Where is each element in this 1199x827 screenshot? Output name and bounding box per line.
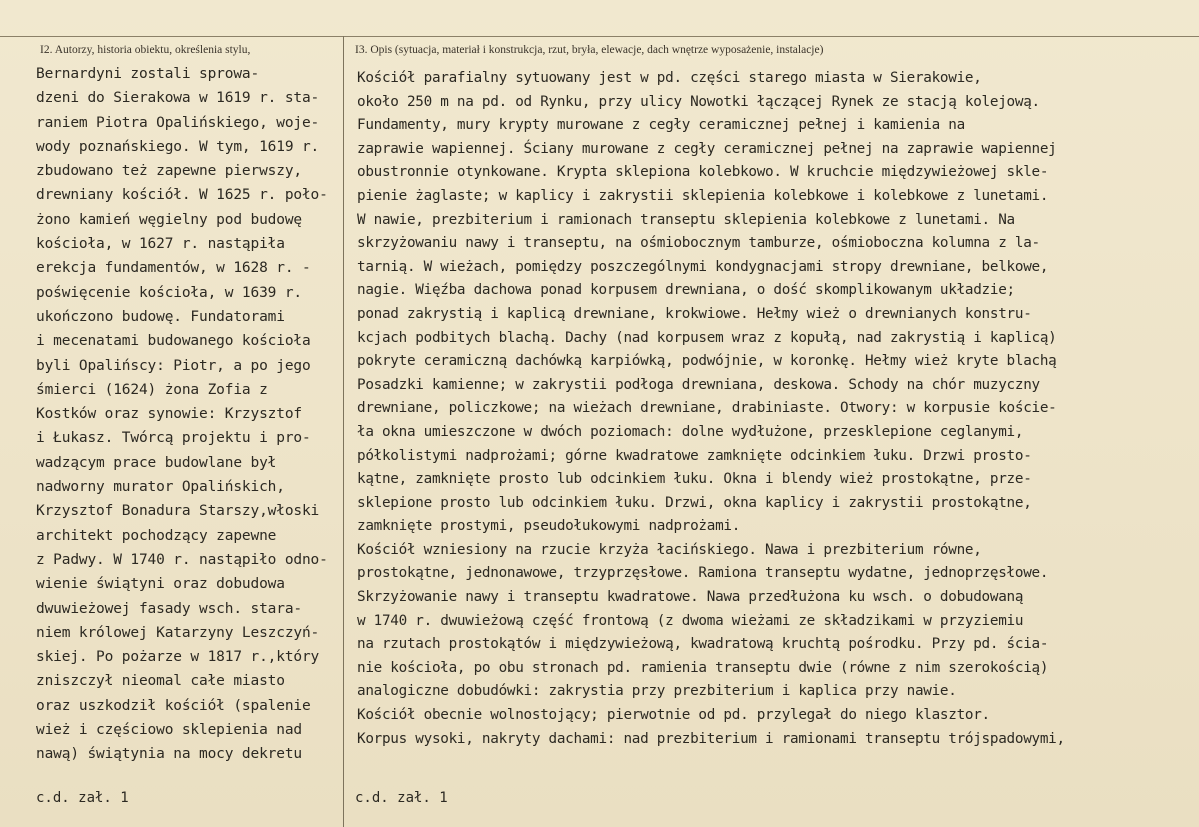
text-line: dwuwieżowej fasady wsch. stara- [36,600,302,617]
text-line: wody poznańskiego. W tym, 1619 r. [36,138,320,155]
right-column-text [357,67,1065,751]
text-line: kościoła, w 1627 r. nastąpiła [36,236,285,253]
text-line: drewniane, policzkowe; na wieżach drewniane, drabiniaste. Otwory: w korpusie koście- [357,400,1057,417]
text-line: z Padwy. W 1740 r. nastąpiło odno- [36,551,328,568]
right-column-heading: I3. Opis (sytuacja, materiał i konstrukcja, rzut, bryła, elewacje, dach wnętrze wyposażenie, instalacje) [355,44,824,56]
text-line: skiej. Po pożarze w 1817 r.,który [36,649,320,666]
text-line: nie kościoła, po obu stronach pd. ramienia transeptu dwie (równe z nim szerokością) [357,659,1049,676]
text-line: Posadzki kamienne; w zakrystii podłoga drewniana, deskowa. Schody na chór muzyczny [357,376,1040,393]
text-line: Kościół obecnie wolnostojący; pierwotnie od pd. przylegał do niego klasztor. [357,707,990,724]
text-line: Bernardyni zostali sprowa- [36,66,260,82]
text-line: śmierci (1624) żona Zofia z [36,381,268,398]
text-line: Krzysztof Bonadura Starszy,włoski [36,503,320,520]
text-line: pokryte ceramiczną dachówką karpiówką, podwójnie, w koronkę. Hełmy wież kryte blachą [357,353,1057,370]
left-column-heading: I2. Autorzy, historia obiektu, określenia stylu, [40,44,251,56]
text-line: nadworny murator Opalińskich, [36,479,285,496]
top-rule [0,36,1199,37]
text-line: Fundamenty, mury krypty murowane z cegły ceramicznej pełnej i kamienia na [357,117,965,134]
left-column-footer: c.d. zał. 1 [36,790,129,806]
text-line: prostokątne, jednonawowe, trzyprzęsłowe. Ramiona transeptu wydatne, jednoprzęsłowe. [357,565,1049,582]
text-line: wienie świątyni oraz dobudowa [36,576,285,593]
text-line: dzeni do Sierakowa w 1619 r. sta- [36,90,320,107]
text-line: wadzącym prace budowlane był [36,454,277,471]
text-line: skrzyżowaniu nawy i transeptu, na ośmiobocznym tamburze, ośmioboczna kolumna z la- [357,235,1040,252]
text-line: oraz uszkodził kościół (spalenie [36,697,311,714]
text-line: kcjach podbitych blachą. Dachy (nad korpusem wraz z kopułą, nad zakrystią i kaplicą) [357,329,1057,346]
text-line: zniszczył nieomal całe miasto [36,673,285,690]
column-divider [343,36,344,827]
text-line: Kościół parafialny sytuowany jest w pd. części starego miasta w Sierakowie, [357,70,982,86]
text-line: niem królowej Katarzyny Leszczyń- [36,624,320,641]
right-column-footer: c.d. zał. 1 [355,790,448,806]
text-line: obustronnie otynkowane. Krypta sklepiona kolebkowo. W kruchcie międzywieżowej skle- [357,164,1049,181]
left-column-text [36,62,328,767]
text-line: ponad zakrystią i kaplicą drewniane, krokwiowe. Hełmy wież o drewnianych konstru- [357,305,1032,322]
text-line: W nawie, prezbiterium i ramionach transeptu sklepienia kolebkowe z lunetami. Na [357,211,1015,228]
text-line: kątne, zamknięte prosto lub odcinkiem łuku. Okna i blendy wież prostokątne, prze- [357,471,1032,488]
text-line: Kościół wzniesiony na rzucie krzyża łacińskiego. Nawa i prezbiterium równe, [357,541,982,558]
text-line: sklepione prosto lub odcinkiem łuku. Drzwi, okna kaplicy i zakrystii prostokątne, [357,494,1032,511]
text-line: i Łukasz. Twórcą projektu i pro- [36,430,311,447]
text-line: raniem Piotra Opalińskiego, woje- [36,114,320,131]
text-line: nagie. Więźba dachowa ponad korpusem drewniana, o dość skomplikowanym układzie; [357,282,1015,299]
text-line: pienie żaglaste; w kaplicy i zakrystii sklepienia kolebkowe i kolebkowe z lunetami. [357,187,1049,204]
text-line: zaprawie wapiennej. Ściany murowane z cegły ceramicznej pełnej na zaprawie wapiennej [357,140,1057,157]
text-line: na rzutach prostokątów i międzywieżową, kwadratową kruchtą pośrodku. Przy pd. ścia- [357,636,1049,653]
text-line: ukończono budowę. Fundatorami [36,308,285,325]
text-line: Skrzyżowanie nawy i transeptu kwadratowe. Nawa przedłużona ku wsch. o dobudowaną [357,589,1024,606]
text-line: Korpus wysoki, nakryty dachami: nad prezbiterium i ramionami transeptu trójspadowymi, [357,730,1065,747]
text-line: wież i częściowo sklepienia nad [36,722,302,739]
text-line: Kostków oraz synowie: Krzysztof [36,406,302,423]
text-line: żono kamień węgielny pod budowę [36,211,302,228]
text-line: około 250 m na pd. od Rynku, przy ulicy Nowotki łączącej Rynek ze stacją kolejową. [357,93,1040,110]
text-line: poświęcenie kościoła, w 1639 r. [36,284,302,301]
text-line: nawą) świątynia na mocy dekretu [36,746,302,763]
text-line: architekt pochodzący zapewne [36,527,277,544]
text-line: w 1740 r. dwuwieżową część frontową (z dwoma wieżami ze składzikami w przyziemiu [357,612,1024,629]
text-line: erekcja fundamentów, w 1628 r. - [36,260,311,277]
text-line: i mecenatami budowanego kościoła [36,333,311,350]
text-line: byli Opalińscy: Piotr, a po jego [36,357,311,374]
text-line: zbudowano też zapewne pierwszy, [36,163,302,180]
text-line: zamknięte prostymi, pseudołukowymi nadprożami. [357,518,741,535]
text-line: ła okna umieszczone w dwóch poziomach: dolne wydłużone, przesklepione ceglanymi, [357,423,1024,440]
text-line: tarnią. W wieżach, pomiędzy poszczególnymi kondygnacjami stropy drewniane, belkowe, [357,258,1049,275]
text-line: drewniany kościół. W 1625 r. poło- [36,187,328,204]
text-line: półkolistymi nadprożami; górne kwadratowe zamknięte odcinkiem łuku. Drzwi prosto- [357,447,1032,464]
text-line: analogiczne dobudówki: zakrystia przy prezbiterium i kaplica przy nawie. [357,683,957,700]
